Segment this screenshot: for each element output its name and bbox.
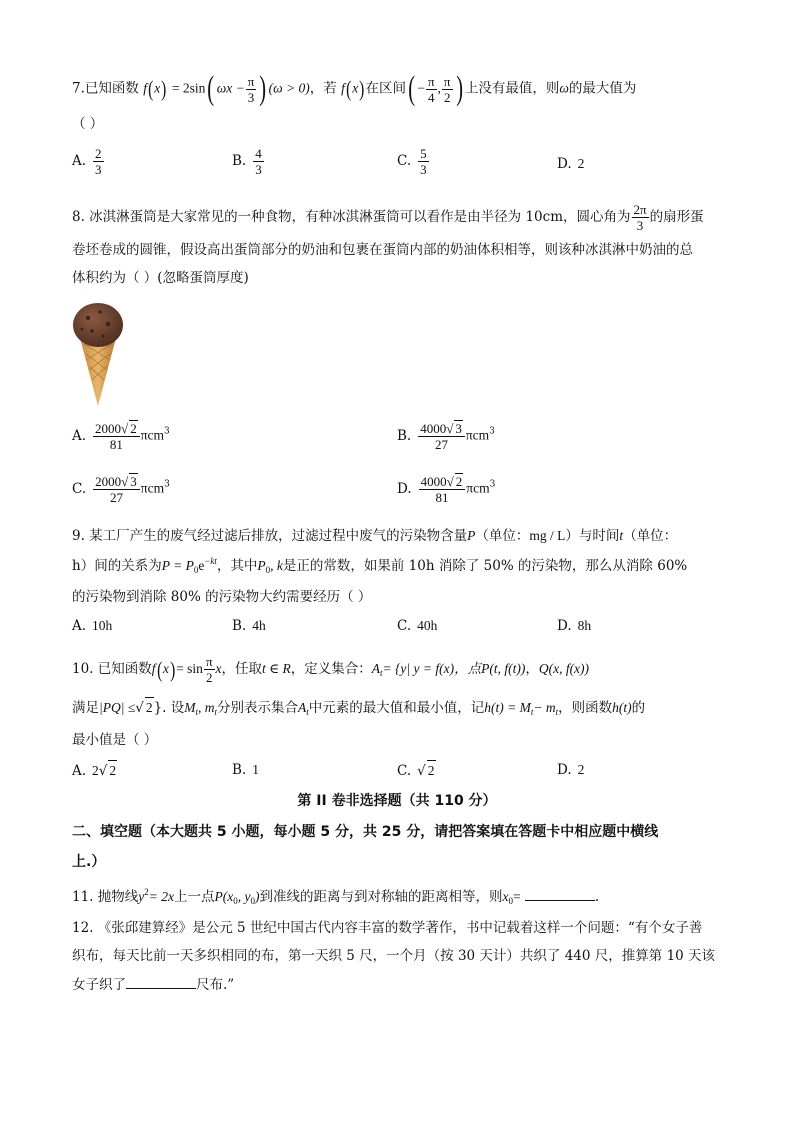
q10-option-d[interactable]: D. 2 — [557, 762, 585, 778]
q9-option-d[interactable]: D. 8h — [557, 618, 592, 634]
q9-line3: 的污染物到消除 80% 的污染物大约需要经历（ ） — [72, 589, 372, 605]
ice-cream-cone-image — [70, 298, 126, 408]
q11-line: 11. 抛物线$y^2= 2x$上一点$P(x_0$, $y_0$)到准线的距离与到对称轴的距离相等，则$x_0=$ . — [72, 887, 600, 906]
q8-option-d[interactable]: D. $\frac{4000√ 2}{81}$ πcm$^3$ — [397, 474, 496, 505]
q7-text4: 上没有最值，则 — [464, 80, 560, 97]
q7-omega: ω — [559, 80, 569, 96]
q8-option-c[interactable]: C. $\frac{2000√ 3}{27}$ πcm$^3$ — [72, 474, 170, 505]
q8-option-b[interactable]: B. $\frac{4000√ 3}{27}$ πcm$^3$ — [397, 421, 495, 452]
fill-in-heading-line1: 二、填空题（本大题共 5 小题，每小题 5 分，共 25 分，请把答案填在答题卡中相应题中横线 — [72, 824, 659, 840]
q12-line2: 织布，每天比前一天多织相同的布，第一天织 5 尺，一个月（按 30 天计）共织了 440 尺，推算第 10 天该 — [72, 948, 716, 964]
q7-line1: 7.已知函数 f(x) = 2sin( ωx − $\frac{\pi}{3}$ ) (ω > 0)，若 f(x)在区间( − $\frac{\pi}{4}$ , $\frac{\pi}{2}$ ) 上没有最值，则ω的最大值为 — [72, 70, 637, 107]
q7-option-b[interactable]: B. $\frac{4}{3}$ — [232, 146, 262, 177]
q10-option-b[interactable]: B. 1 — [232, 762, 259, 778]
q7-x2: x — [352, 80, 359, 96]
q7-f2: f — [341, 80, 345, 96]
q9-option-a[interactable]: A. 10h — [72, 618, 113, 634]
q10-option-a[interactable]: A. 2√ 2 — [72, 760, 117, 781]
q7-text3: 在区间 — [365, 80, 407, 97]
q7-number: 7. — [72, 80, 85, 97]
q7-pi-over-4: $\frac{\pi}{4}$ — [427, 73, 435, 105]
q10-line1: 10. 已知函数f(x)= sin $\frac{\pi}{2}$ x，任取t ∈ R，定义集合：$A_t= \{y|$ y = f(x)，点P(t, f(t))，Q(x, f(x)) — [72, 654, 590, 685]
section-2-title: 第 II 卷非选择题（共 110 分） — [297, 793, 497, 809]
q7-text2: ，若 — [309, 80, 337, 97]
q7-f: f — [143, 80, 147, 96]
q7-option-d[interactable]: D. 2 — [557, 156, 585, 172]
q10-line3: 最小值是（ ） — [72, 732, 158, 748]
q7-eq: = 2sin — [171, 80, 206, 96]
q7-x: x — [154, 80, 161, 96]
q7-neg: − — [417, 80, 425, 96]
q9-option-c[interactable]: C. 40h — [397, 618, 438, 634]
q7-bracket: （ ） — [72, 116, 104, 132]
q12-line1: 12. 《张邱建算经》是公元 5 世纪中国古代内容丰富的数学著作，书中记载着这样一个问题：“有个女子善 — [72, 920, 703, 936]
q7-condition: (ω > 0) — [268, 80, 310, 96]
q8-angle-frac: $\frac{2\pi}{3}$ — [633, 202, 647, 233]
q9-line2: h）间的关系为$P = P_0e^{-kt}$，其中$P_0$, k是正的常数，如果前 10h 消除了 50% 的污染物，那么从消除 60% — [72, 556, 688, 575]
q12-answer-blank[interactable] — [126, 974, 196, 989]
q7-option-c[interactable]: C. $\frac{5}{3}$ — [397, 146, 427, 177]
q7-comma: , — [437, 80, 441, 96]
q9-line1: 9. 某工厂产生的废气经过滤后排放，过滤过程中废气的污染物含量P（单位：mg / L）与时间t（单位： — [72, 528, 678, 544]
q7-pi-over-3: $\frac{\pi}{3}$ — [247, 73, 255, 105]
fill-in-heading-line2: 上.） — [72, 854, 106, 870]
q11-answer-blank[interactable] — [525, 886, 595, 901]
q9-option-b[interactable]: B. 4h — [232, 618, 266, 634]
q7-text: 已知函数 — [84, 80, 139, 97]
q7-text5: 的最大值为 — [568, 80, 637, 97]
q7-option-a[interactable]: A. $\frac{2}{3}$ — [72, 146, 102, 177]
q7-pi-over-2: $\frac{\pi}{2}$ — [443, 73, 451, 105]
q10-line2: 满足|PQ| ≤√ 2}. 设$M_t$, $m_t$分别表示集合$A_t$中元素的最大值和最小值，记$h(t) = M_t- m_t$，则函数h(t)的 — [72, 697, 645, 718]
q7-omega-x: ωx − — [216, 80, 245, 96]
q10-option-c[interactable]: C. √ 2 — [397, 760, 436, 781]
q8-line1: 8. 冰淇淋蛋筒是大家常见的一种食物，有种冰淇淋蛋筒可以看作是由半径为 10cm，圆心角为 $\frac{2\pi}{3}$ 的扇形蛋 — [72, 202, 704, 233]
q8-option-a[interactable]: A. $\frac{2000√ 2}{81}$ πcm$^3$ — [72, 421, 170, 452]
q8-line3: 体积约为（ ）(忽略蛋筒厚度) — [72, 270, 249, 286]
q12-line3: 女子织了 尺布.” — [72, 974, 234, 995]
q8-line2: 卷坯卷成的圆锥，假设高出蛋筒部分的奶油和包裹在蛋筒内部的奶油体积相等，则该种冰淇淋中奶油的总 — [72, 242, 693, 258]
